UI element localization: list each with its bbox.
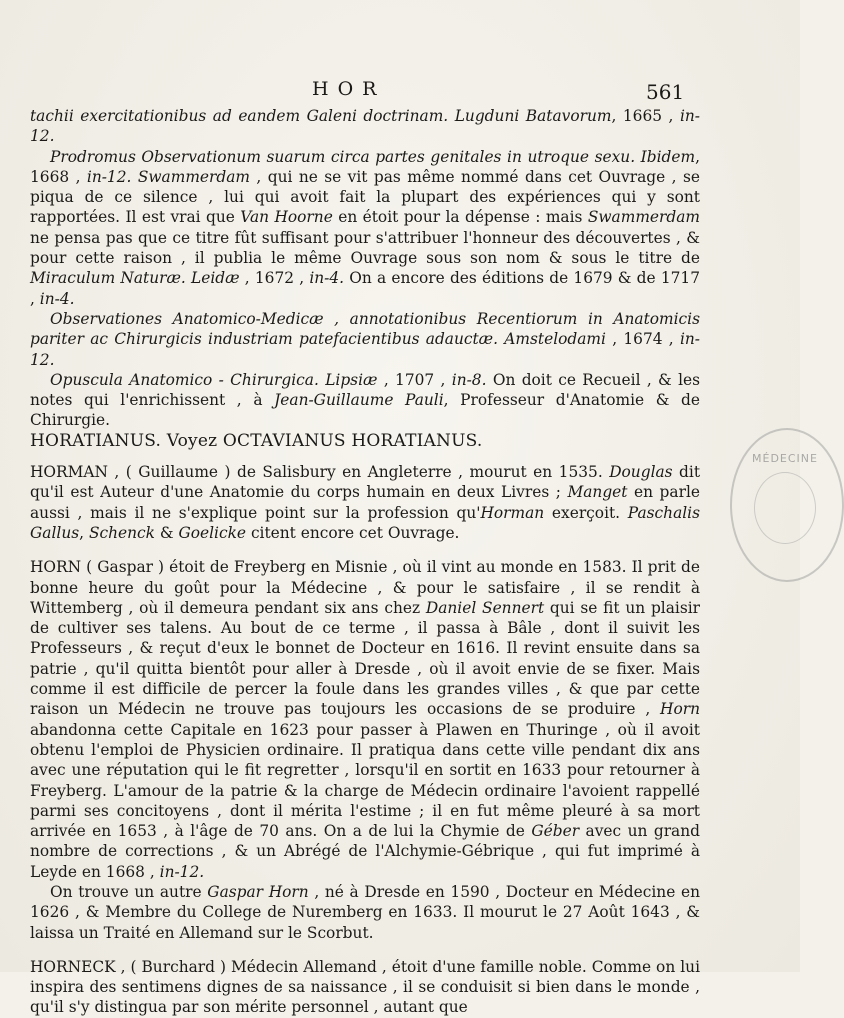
text-span: , né à Dresde en 1590 , Docteur en Médecine en 1626 , & Membre du College de Nuremberg en 1633. Il mourut le 27 Août 1643 , & laissa un Traité en Allemand sur le Scorbut.	[30, 882, 700, 942]
text-span: &	[154, 523, 179, 542]
text-span: dit qu'il est Auteur d'une Anatomie du corps humain en deux Livres ;	[30, 463, 701, 502]
text-span: avec un grand nombre de corrections , & un Abrégé de l'Alchymie-Gébrique , qui fut imprimé à Leyde en 1668 ,	[30, 822, 700, 881]
format: in-4.	[39, 289, 75, 308]
body-text	[30, 106, 700, 1018]
book-title: Prodromus Observationum suarum circa partes genitales in utroque sexu. Ibidem	[50, 147, 696, 166]
book-title: Observationes Anatomico-Medicæ , annotationibus Recentiorum in Anatomicis pariter ac Chirurgicis industriam patefacientibus adauctæ. Amstelodami	[30, 309, 700, 349]
cross-reference: HORATIANUS. Voyez OCTAVIANUS HORATIANUS.	[30, 430, 483, 451]
headword: HORMAN	[30, 463, 108, 482]
person-name: Swammerdam	[587, 208, 700, 227]
text-span: ( Gaspar ) étoit de Freyberg en Misnie , où il vint au monde en 1583. Il prit de bonne heure du goût pour la Médecine , & pour le satisfaire , il se rendit à Wittemberg , où il demeura pendant six ans chez	[30, 558, 700, 617]
person-name: Géber	[531, 822, 580, 841]
person-name: Manget	[567, 483, 628, 502]
paragraph	[30, 370, 700, 431]
text-span: ,	[79, 523, 89, 542]
text-span: en étoit pour la dépense : mais	[332, 208, 588, 227]
text-span: , 1665 ,	[611, 107, 680, 125]
text-span: exerçoit.	[544, 503, 628, 522]
text-span: , Professeur d'Anatomie & de Chirurgie.	[30, 391, 700, 430]
running-head: HOR	[312, 78, 386, 100]
person-name: Horman	[480, 503, 545, 522]
entry-horn	[30, 557, 700, 882]
text-span: On trouve un autre	[50, 882, 208, 901]
headword: HORNECK	[30, 957, 116, 976]
format: in-12.	[30, 107, 700, 146]
text-span: , 1672 ,	[239, 269, 310, 288]
text-span: , ( Guillaume ) de Salisbury en Angleterre , mourut en 1535.	[107, 463, 610, 482]
person-name: Horn	[660, 700, 700, 719]
text-span: citent encore cet Ouvrage.	[246, 523, 460, 542]
page-number: 561	[646, 80, 685, 104]
text-span: ne pensa pas que ce titre fût suffisant pour s'attribuer l'honneur des découvertes , & pour cette raison , il publia le même Ouvrage sous son nom & sous le titre de	[30, 228, 700, 268]
person-name: Gaspar Horn	[207, 882, 309, 901]
format: in-12.	[159, 862, 205, 881]
entry-horneck	[30, 957, 700, 1018]
person-name: Daniel Sennert	[425, 598, 545, 617]
text-span: , 1668 ,	[30, 147, 700, 186]
paragraph	[30, 882, 700, 943]
text-span: , 1707 ,	[377, 370, 452, 389]
text-span: abandonna cette Capitale en 1623 pour passer à Plawen en Thuringe , où il avoit obtenu l'emploi de Physicien ordinaire. Il pratiqua dans cette ville pendant dix ans avec une réputation qui le fit regretter , lorsqu'il en sortit en 1633 pour retourner à Freyberg. L'amour de la patrie & la charge de Médecin ordinaire l'avoient rappellé parmi ses concitoyens , dont il mérita l'estime ; il en fut même pleuré à sa mort arrivée en 1653 , à l'âge de 70 ans. On a de lui la Chymie de	[30, 720, 700, 841]
person-name: Swammerdam	[137, 167, 250, 186]
text-span: en parle aussi , mais il ne s'explique point sur la profession qu'	[30, 483, 700, 522]
paragraph	[30, 309, 700, 370]
stamp-text: MÉDECINE	[752, 452, 818, 465]
text-span: On a encore des éditions de 1679 & de 1717 ,	[30, 269, 700, 308]
person-name: Paschalis Gallus	[30, 503, 700, 542]
library-stamp	[730, 428, 844, 582]
paragraph	[30, 106, 700, 147]
format: in-4.	[309, 269, 345, 288]
text-span: , qui ne se vit pas même nommé dans cet Ouvrage , se piqua de ce silence , lui qui avoit fait la plupart des expériences qui y sont rapportées. Il est vrai que	[30, 167, 700, 227]
paragraph	[30, 147, 700, 309]
page-header	[0, 74, 800, 104]
text-span: On doit ce Recueil , & les notes qui l'enrichissent , à	[30, 370, 700, 410]
book-title: tachii exercitationibus ad eandem Galeni doctrinam. Lugduni Batavorum	[30, 107, 612, 125]
stamp-emblem	[754, 472, 816, 544]
format: in-8.	[451, 370, 487, 389]
text-span: , ( Burchard ) Médecin Allemand , étoit d'une famille noble. Comme on lui inspira des sentimens dignes de sa naissance , il se conduisit si bien dans le monde , qu'il s'y distingua par son mérite personnel , autant que	[30, 957, 700, 1017]
format: in-12.	[86, 167, 132, 186]
text-span: qui se fit un plaisir de cultiver ses talens. Au bout de ce terme , il passa à Bâle , dont il suivit les Professeurs , & reçut d'eux le bonnet de Docteur en 1616. Il revint ensuite dans sa patrie , qu'il quitta bientôt pour aller à Dresde , où il avoit envie de se fixer. Mais comme il est difficile de percer la foule dans les grandes villes , & que par cette raison un Médecin ne trouve pas toujours les occasions de se produire ,	[30, 598, 701, 719]
entry-horman	[30, 462, 700, 543]
format: in-12.	[30, 330, 700, 369]
book-title: Opuscula Anatomico - Chirurgica. Lipsiæ	[50, 370, 378, 389]
person-name: Goelicke	[178, 523, 247, 542]
headword: HORN	[30, 558, 82, 577]
person-name: Schenck	[88, 523, 155, 542]
person-name: Jean-Guillaume Pauli	[274, 391, 444, 410]
book-title: Miraculum Naturæ. Leidæ	[30, 269, 240, 288]
text-span: , 1674 ,	[605, 330, 680, 349]
person-name: Douglas	[609, 463, 673, 482]
person-name: Van Hoorne	[240, 208, 333, 227]
